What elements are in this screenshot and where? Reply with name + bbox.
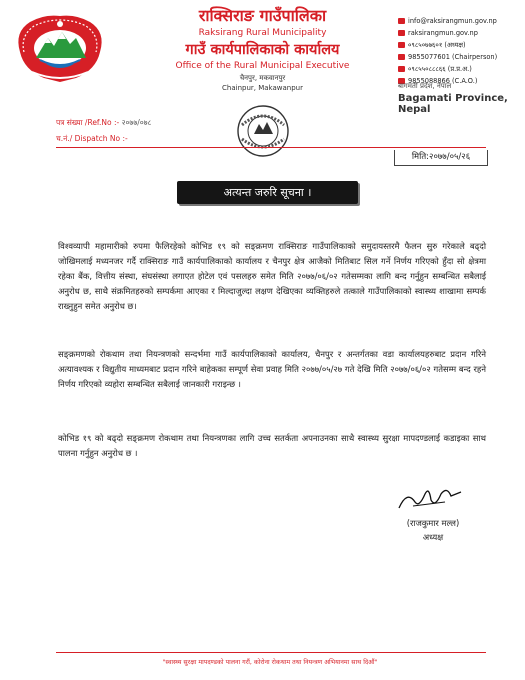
contact-row-phone [398, 40, 523, 52]
contact-row-web [398, 28, 523, 40]
signatory-name: (राजकुमार मल्ल) [406, 518, 460, 528]
letterhead-title-block [110, 6, 415, 93]
address-np: चैनपुर, मकवानपुर [239, 74, 286, 82]
province-en: Bagamati Province, Nepal [398, 93, 508, 115]
dispatch-number [56, 134, 128, 144]
province-block [398, 82, 525, 115]
footer-slogan: "स्वास्थ्य सुरक्षा मापदण्डको पालना गरौं, कोरोना रोकथाम तथा नियन्त्रण अभियानमा साथ दिऔं" [162, 659, 378, 666]
paragraph-1: विश्वव्यापी महामारीको रुपमा फैलिरहेको कोभिड १९ को सङ्क्रमण राक्सिराङ गाउँपालिकाको समुदायस्तरमै फैलन सुरु गरेकाले बढ्दो जोखिमलाई मध्यनजर गर्दै राक्सिराङ गाउँ कार्यपालिकाको कार्यालय र चैनपुर क्षेत्र आजैको मितिबाट सिल गर्ने निर्णय गरिएको हुँदा सो क्षेत्रमा रहेका बैंक, वित्तीय संस्था, संघसंस्था लगाएत होटेल एवं पसलहरु समेत मिति २०७७/०६/०२ गतेसम्मका लागि बन्द गर्नुहुन सम्बन्धित सबैलाई अनुरोध छ, साथै संक्रमितहरुको सम्पर्कमा आएका र मिल्दाजुल्दा लक्षण देखिएका व्यक्तिहरुले तत्काले गाउँपालिकाको स्वास्थ्य शाखामा सम्पर्क राख्नुहुन समेत अनुरोध छ। [58, 241, 486, 311]
contact-row-phone [398, 64, 523, 76]
province-np: बागमती प्रदेश, नेपाल [398, 82, 452, 90]
contact-row-email [398, 16, 523, 28]
contact-row-phone [398, 52, 523, 64]
letter-date: मिति:२०७७/०५/२६ [394, 150, 488, 166]
phone-icon [398, 42, 405, 48]
contact-phone-en-cao: 9855088866 (C.A.O.) [408, 76, 478, 85]
signature [395, 482, 465, 514]
contact-list [398, 16, 523, 87]
web-icon [398, 30, 405, 36]
phone-icon [398, 54, 405, 60]
email-icon [398, 18, 405, 24]
office-name-en: Office of the Rural Municipal Executive [175, 61, 350, 71]
ref-value: २०७७/०७८ [121, 118, 152, 127]
contact-website: raksirangmun.gov.np [408, 28, 478, 37]
office-stamp [228, 103, 298, 159]
contact-email: info@raksirangmun.gov.np [408, 17, 497, 25]
paragraph-2: सङ्क्रमणको रोकथाम तथा नियन्त्रणको सन्दर्भमा गाउँ कार्यपालिकाको कार्यालय, चैनपुर र अन्तर्गतका वडा कार्यालयहरुबाट प्रदान गरिने अत्यावश्यक र विद्युतीय माध्यमबाट प्रदान गरिने बाहेकका सम्पूर्ण सेवा प्रवाह मिति २०७७/०५/२७ गते देखि मिति २०७७/०६/०२ गतेसम्म बन्द रहने निर्णय गरिएको व्यहोरा सम्बन्धित सबैलाई जानकारी गराइन्छ । [58, 349, 486, 389]
notice-title: अत्यन्त जरुरि सूचना । [177, 181, 358, 204]
signatory-title: अध्यक्ष [422, 532, 444, 542]
address-en: Chainpur, Makawanpur [222, 84, 303, 92]
municipality-name-en: Raksirang Rural Municipality [198, 28, 327, 38]
footer-divider [56, 652, 486, 653]
nepal-emblem [10, 12, 110, 86]
paragraph-3: कोभिड १९ को बढ्दो सङ्क्रमण रोकथाम तथा नियन्त्रणका लागि उच्च सतर्कता अपनाउनका साथै स्वास्थ्य सुरक्षा मापदण्डलाई कडाइका साथ पालना गर्नुहुन अनुरोध छ । [58, 433, 486, 458]
signatory-block [388, 516, 478, 544]
header-divider [56, 147, 486, 148]
ref-number [56, 118, 151, 128]
municipality-name-np: राक्सिराङ गाउँपालिका [198, 6, 327, 25]
contact-phone-np-chair: ०९८५०७७६०१ (अध्यक्ष) [408, 40, 466, 49]
phone-icon [398, 66, 405, 72]
office-name-np: गाउँ कार्यपालिकाको कार्यालय [185, 42, 340, 58]
dispatch-label: च.नं./ Dispatch No :- [56, 134, 128, 143]
contact-phone-np-cao: ०९८५५०८८८६६ (प्र.प्र.अ.) [408, 64, 472, 73]
contact-phone-en-chair: 9855077601 (Chairperson) [408, 52, 498, 61]
ref-label: पत्र संख्या /Ref.No :- [56, 118, 120, 127]
